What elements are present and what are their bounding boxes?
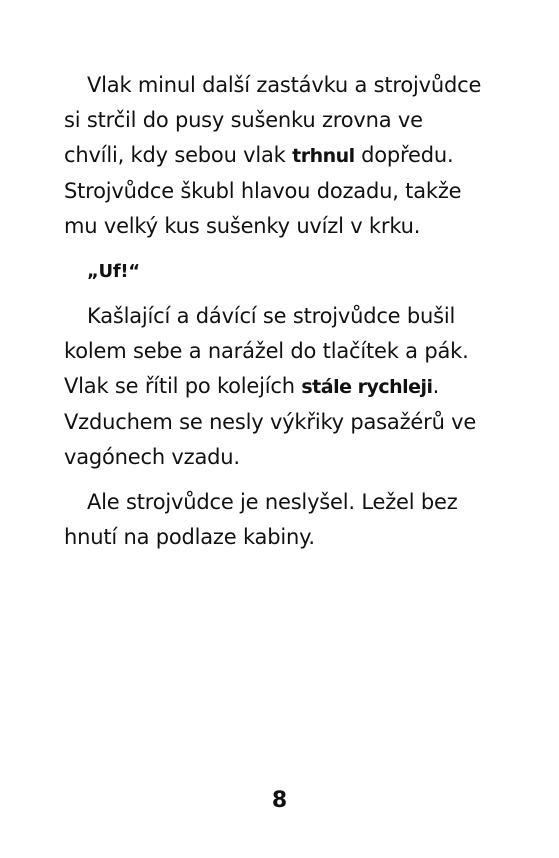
paragraph-2-text-after: . Vzduchem se nesly výkřiky pasažérů ve vagónech vzadu. — [64, 374, 477, 469]
paragraph-2-text-before: Kašlající a dávící se strojvůdce bušil kolem sebe a narážel do tlačítek a pák. Vlak se řítil po kolejích — [64, 304, 469, 398]
emphasis-stale-rychleji: stále rychleji — [301, 376, 433, 398]
paragraph-1 — [64, 68, 484, 244]
paragraph-1-text-before: Vlak minul další zastávku a strojvůdce si strčil do pusy sušenku zrovna ve chvíli, kdy sebou vlak — [64, 73, 482, 167]
exclamation-uf: „Uf!“ — [87, 261, 140, 282]
paragraph-3: Ale strojvůdce je neslyšel. Ležel bez hnutí na podlaze kabiny. — [64, 490, 458, 549]
paragraph-2 — [64, 299, 484, 475]
page-number: 8 — [271, 788, 288, 813]
paragraph-1-text-after: dopředu. Strojvůdce škubl hlavou dozadu, takže mu velký kus sušenky uvízl v krku. — [64, 143, 462, 238]
emphasis-trhnul: trhnul — [292, 145, 355, 167]
story-text — [64, 68, 484, 565]
